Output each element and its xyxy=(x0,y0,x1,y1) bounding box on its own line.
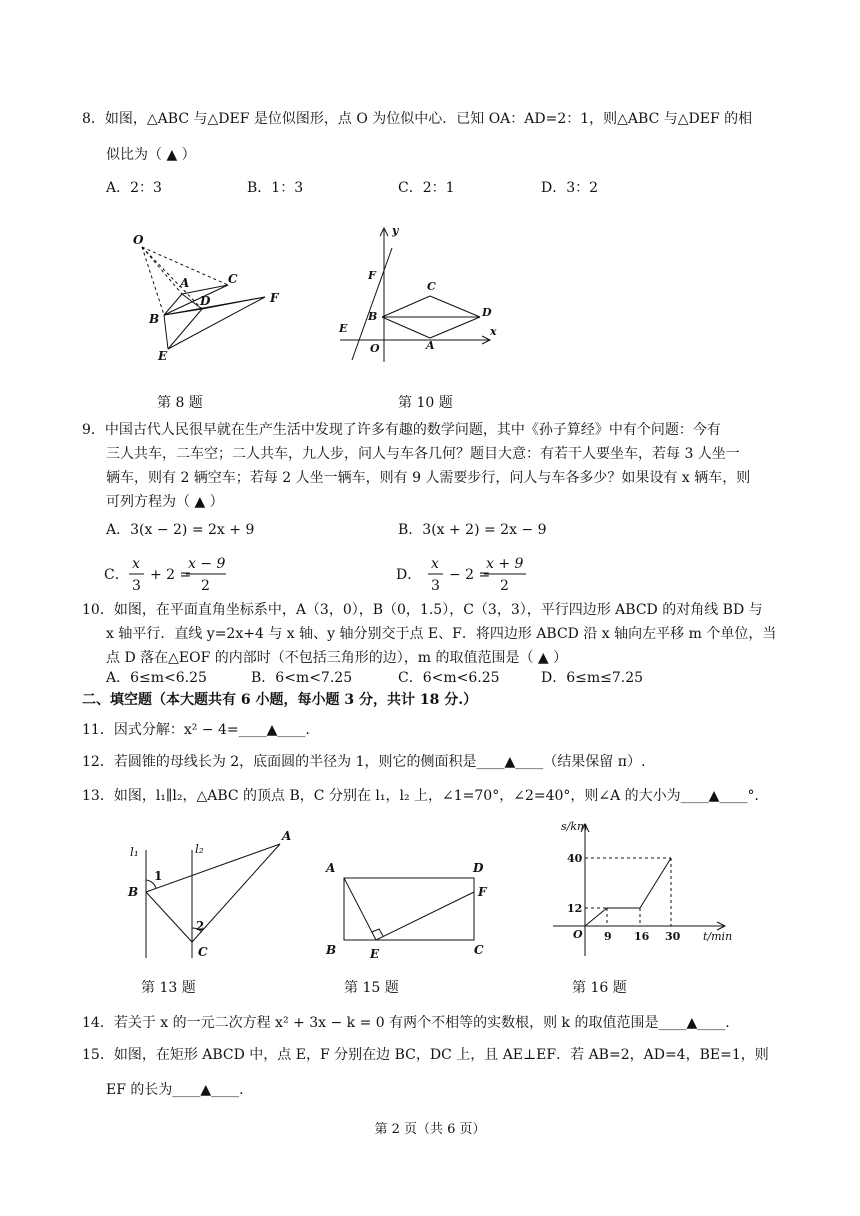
q16-tick-x16: 16 xyxy=(634,930,650,943)
q9-option-d xyxy=(396,552,576,598)
q16-tick-y40: 40 xyxy=(567,852,583,865)
q10-line1: 10．如图，在平面直角坐标系中，A（3，0），B（0，1.5），C（3，3），平行四边形 ABCD 的对角线 BD 与 xyxy=(82,602,763,618)
q13-label-angle-1: 1 xyxy=(154,869,163,883)
q15-label-b: B xyxy=(326,943,337,957)
q15-label-e: E xyxy=(370,947,380,960)
q8-option-a: A．2：3 xyxy=(106,180,162,196)
q13-label-b: B xyxy=(128,885,139,899)
q8-option-b: B．1：3 xyxy=(247,180,304,196)
q13-label-a: A xyxy=(282,829,292,843)
figure-q13 xyxy=(118,820,298,960)
q9-line3: 辆车，则有 2 辆空车；若每 2 人坐一辆车，则有 9 人需要步行，问人与车各多少？如果设有 x 辆车，则 xyxy=(106,470,751,486)
q15-label-d: D xyxy=(473,861,484,875)
q9-option-d-prefix: D． xyxy=(396,567,422,583)
q8-label-o: O xyxy=(133,233,144,247)
q9-option-d-mid: − 2 = xyxy=(449,567,491,583)
q15-line2: EF 的长为____▲____. xyxy=(106,1082,244,1098)
q8-label-b: B xyxy=(149,312,160,326)
q9-option-c-den1: 3 xyxy=(132,578,141,594)
q15-label-c: C xyxy=(474,943,484,957)
q16-origin-label: O xyxy=(573,928,583,941)
q10-label-d: D xyxy=(482,306,492,319)
q15-label-a: A xyxy=(326,861,336,875)
q16-tick-x30: 30 xyxy=(665,930,681,943)
q9-line4: 可列方程为（ ▲ ） xyxy=(106,494,224,510)
q9-option-c-num2: x − 9 xyxy=(188,556,226,572)
q9-option-d-num2: x + 9 xyxy=(486,556,524,572)
q16-yaxis-label: s/km xyxy=(561,820,588,833)
q8-label-a: A xyxy=(180,276,190,290)
q9-option-a: A．3(x − 2) = 2x + 9 xyxy=(106,522,255,538)
q10-option-b: B．6<m<7.25 xyxy=(251,670,353,686)
q13-label-angle-2: 2 xyxy=(196,919,205,933)
figure-q15-caption: 第 15 题 xyxy=(344,980,399,996)
q9-option-d-num1: x xyxy=(431,556,439,572)
figure-q10-caption: 第 10 题 xyxy=(398,395,453,411)
q10-label-c: C xyxy=(427,280,436,293)
figure-q8-caption: 第 8 题 xyxy=(157,395,203,411)
q8-option-c: C．2：1 xyxy=(398,180,455,196)
q10-label-x: x xyxy=(490,325,497,338)
q10-label-o: O xyxy=(370,342,380,355)
q8-option-d: D．3：2 xyxy=(541,180,599,196)
q10-label-f: F xyxy=(368,269,376,282)
q9-option-d-den2: 2 xyxy=(500,578,509,594)
figure-q8 xyxy=(120,225,290,370)
q8-label-f: F xyxy=(270,291,279,305)
section-2-heading: 二、填空题（本大题共有 6 小题，每小题 3 分，共计 18 分.） xyxy=(82,692,478,708)
q10-label-b: B xyxy=(368,310,378,323)
q10-option-d: D．6≤m≤7.25 xyxy=(541,670,644,686)
q10-label-e: E xyxy=(339,322,348,335)
q16-tick-x9: 9 xyxy=(604,930,612,943)
q8-line2: 似比为（ ▲ ） xyxy=(106,147,196,163)
q9-line2: 三人共车，二车空；二人共车，九人步，问人与车各几何？题目大意：有若干人要坐车，若每 3 人坐一 xyxy=(106,446,740,462)
q14: 14．若关于 x 的一元二次方程 x² + 3x − k = 0 有两个不相等的实数根，则 k 的取值范围是____▲____. xyxy=(82,1015,730,1031)
q9-option-d-den1: 3 xyxy=(431,578,440,594)
figure-q13-caption: 第 13 题 xyxy=(141,980,196,996)
q10-option-c: C．6<m<6.25 xyxy=(398,670,500,686)
q10-label-y: y xyxy=(392,224,399,237)
q10-line2: x 轴平行．直线 y=2x+4 与 x 轴、y 轴分别交于点 E、F．将四边形 ABCD 沿 x 轴向左平移 m 个单位，当 xyxy=(106,626,777,642)
q9-option-c-num1: x xyxy=(132,556,140,572)
q9-option-c-mid: + 2 = xyxy=(150,567,192,583)
q10-line3: 点 D 落在△EOF 的内部时（不包括三角形的边），m 的取值范围是（ ▲ ） xyxy=(106,650,568,666)
q9-option-c-prefix: C． xyxy=(104,567,129,583)
q13-label-l2: l₂ xyxy=(195,842,204,856)
q8-line1: 8．如图，△ABC 与△DEF 是位似图形，点 O 为位似中心．已知 OA：AD=2：1，则△ABC 与△DEF 的相 xyxy=(82,111,753,127)
q8-label-e: E xyxy=(158,349,168,363)
q8-label-c: C xyxy=(228,272,238,286)
q9-option-c xyxy=(104,552,284,598)
page-footer: 第 2 页（共 6 页） xyxy=(374,1122,486,1137)
q13: 13．如图，l₁∥l₂，△ABC 的顶点 B，C 分别在 l₁，l₂ 上，∠1=70°，∠2=40°，则∠A 的大小为____▲____°． xyxy=(82,788,769,804)
q10-label-a: A xyxy=(426,339,435,352)
q12: 12．若圆锥的母线长为 2，底面圆的半径为 1，则它的侧面积是____▲____（结果保留 π）. xyxy=(82,754,646,770)
q9-line1: 9．中国古代人民很早就在生产生活中发现了许多有趣的数学问题，其中《孙子算经》中有个问题：今有 xyxy=(82,422,721,438)
q9-option-c-den2: 2 xyxy=(201,578,210,594)
q10-option-a: A．6≤m<6.25 xyxy=(106,670,207,686)
q16-tick-y12: 12 xyxy=(567,902,583,915)
figure-q16-caption: 第 16 题 xyxy=(572,980,627,996)
figure-q15 xyxy=(318,850,498,960)
q15-label-f: F xyxy=(478,885,487,899)
q9-option-b: B．3(x + 2) = 2x − 9 xyxy=(398,522,547,538)
figure-q10 xyxy=(330,222,500,367)
q8-label-d: D xyxy=(200,294,211,308)
q13-label-l1: l₁ xyxy=(130,845,139,859)
q11: 11．因式分解：x² − 4=____▲____. xyxy=(82,722,310,738)
q15-line1: 15．如图，在矩形 ABCD 中，点 E，F 分别在边 BC，DC 上，且 AE⊥EF．若 AB=2，AD=4，BE=1，则 xyxy=(82,1047,769,1063)
q16-xaxis-label: t/min xyxy=(703,930,733,943)
q13-label-c: C xyxy=(198,945,208,959)
figure-q16 xyxy=(545,818,735,958)
